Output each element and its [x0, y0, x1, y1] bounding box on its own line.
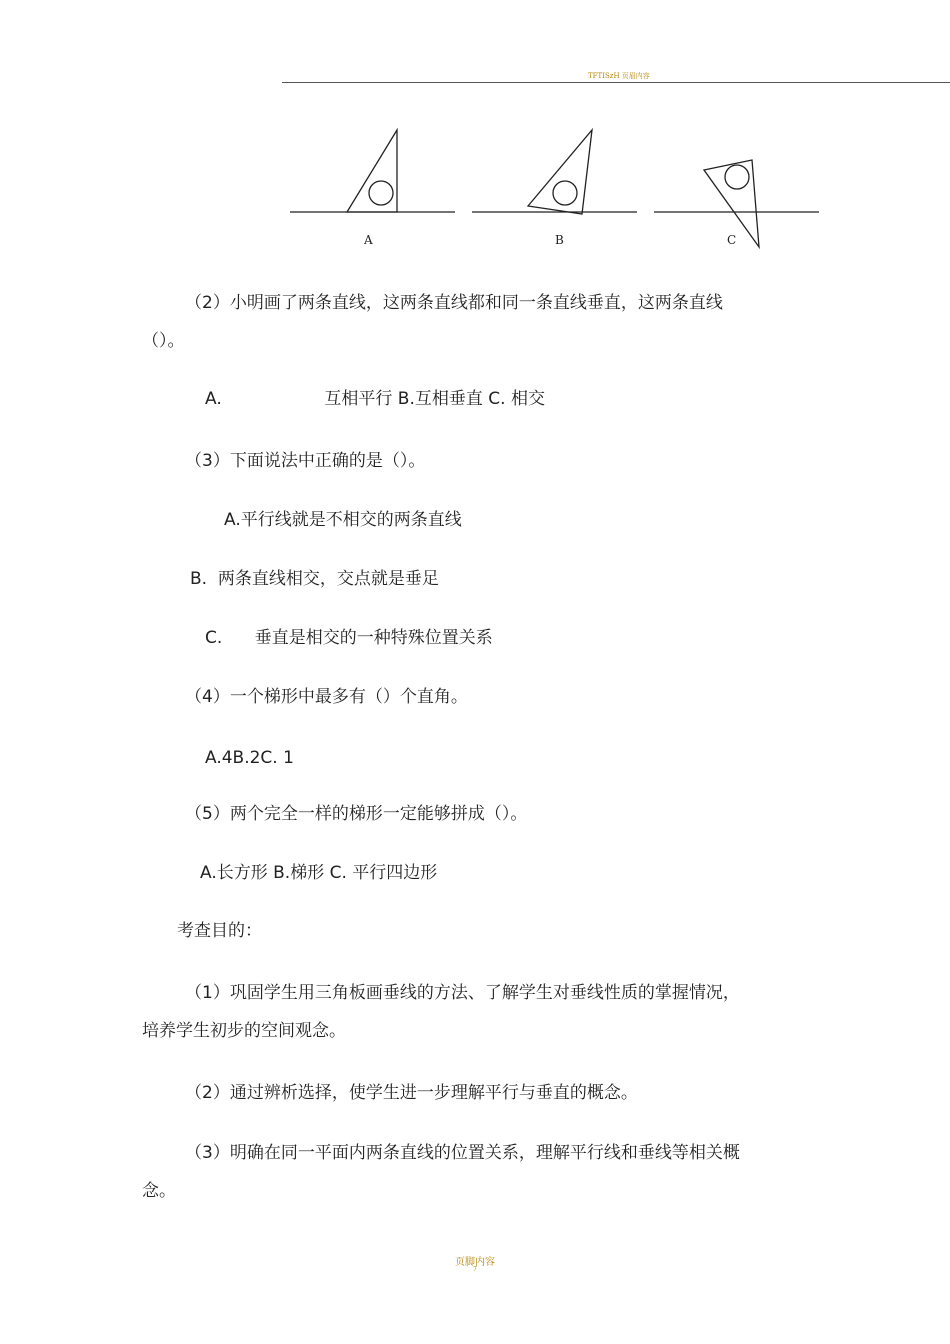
- figure-b-circle: [553, 181, 577, 205]
- q2-stem-line2: （）。: [142, 331, 185, 351]
- q2-stem-line1: （2）小明画了两条直线，这两条直线都和同一条直线垂直，这两条直线: [185, 293, 723, 313]
- figure-c-circle: [725, 165, 749, 189]
- q3-option-b: B. 两条直线相交，交点就是垂足: [190, 569, 439, 589]
- figure-a-triangle: [347, 130, 397, 212]
- q4-options: A.4B.2C. 1: [205, 748, 294, 768]
- purpose-3-line1: （3）明确在同一平面内两条直线的位置关系，理解平行线和垂线等相关概: [185, 1143, 740, 1163]
- purpose-title: 考查目的：: [177, 921, 262, 941]
- purpose-1-line1: （1）巩固学生用三角板画垂线的方法、了解学生对垂线性质的掌握情况，: [185, 983, 740, 1003]
- q3-option-a: A.平行线就是不相交的两条直线: [224, 510, 462, 530]
- q2-options: A. 互相平行 B.互相垂直 C. 相交: [205, 389, 545, 409]
- q5-options: A.长方形 B.梯形 C. 平行四边形: [200, 863, 438, 883]
- figure-b-label: B: [555, 233, 564, 247]
- page-header: TFTISzH 页眉内容: [588, 72, 650, 80]
- purpose-2: （2）通过辨析选择，使学生进一步理解平行与垂直的概念。: [185, 1083, 638, 1103]
- q4-stem: （4）一个梯形中最多有（）个直角。: [185, 687, 468, 707]
- purpose-1-line2: 培养学生初步的空间观念。: [142, 1021, 346, 1041]
- page-footer: 页脚内容: [455, 1257, 495, 1268]
- q5-stem: （5）两个完全一样的梯形一定能够拼成（）。: [185, 804, 528, 824]
- figure-c-label: C: [727, 233, 737, 247]
- figure-b-triangle: [528, 130, 592, 214]
- q3-option-c: C. 垂直是相交的一种特殊位置关系: [205, 628, 493, 648]
- figure-a-circle: [369, 181, 393, 205]
- figure-a-label: A: [364, 233, 373, 247]
- purpose-3-line2: 念。: [142, 1181, 176, 1201]
- q3-stem: （3）下面说法中正确的是（）。: [185, 451, 426, 471]
- triangle-ruler-figures: [280, 120, 825, 255]
- header-rule: [282, 82, 950, 83]
- page-number: 7: [473, 1266, 477, 1273]
